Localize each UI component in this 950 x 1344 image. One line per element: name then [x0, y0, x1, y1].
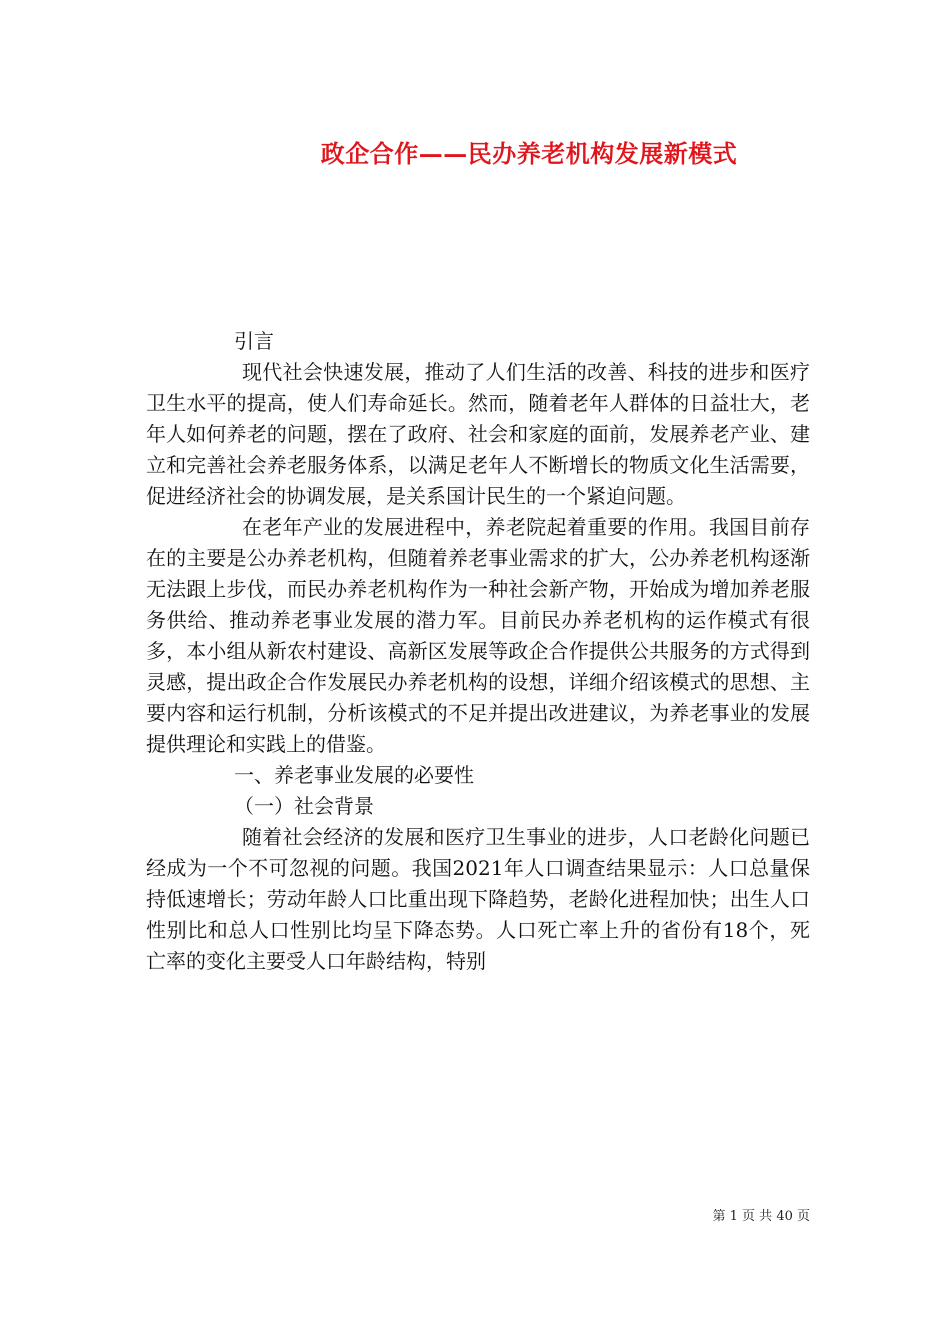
subsection-heading: （一）社会背景 — [234, 794, 374, 818]
paragraph-1: 现代社会快速发展，推动了人们生活的改善、科技的进步和医疗卫生水平的提高，使人们寿命延长。然而，随着老年人群体的日益壮大，老年人如何养老的问题，摆在了政府、社会和家庭的面前，发展养老产业、建立和完善社会养老服务体系，以满足老年人不断增长的物质文化生活需要，促进经济社会的协调发展，是关系国计民生的一个紧迫问题。 — [146, 360, 810, 508]
intro-heading: 引言 — [234, 329, 274, 353]
paragraph-3: 随着社会经济的发展和医疗卫生事业的进步，人口老龄化问题已经成为一个不可忽视的问题。我国2021年人口调查结果显示：人口总量保持低速增长；劳动年龄人口比重出现下降趋势，老龄化进程加快；出生人口性别比和总人口性别比均呈下降态势。人口死亡率上升的省份有18个，死亡率的变化主要受人口年龄结构，特别 — [146, 825, 810, 973]
document-title: 政企合作——民办养老机构发展新模式 — [320, 139, 738, 168]
page-number-footer: 第 1 页 共 40 页 — [712, 1209, 810, 1224]
section-heading: 一、养老事业发展的必要性 — [234, 763, 474, 787]
paragraph-2: 在老年产业的发展进程中，养老院起着重要的作用。我国目前存在的主要是公办养老机构，但随着养老事业需求的扩大，公办养老机构逐渐无法跟上步伐，而民办养老机构作为一种社会新产物，开始成为增加养老服务供给、推动养老事业发展的潜力军。目前民办养老机构的运作模式有很多，本小组从新农村建设、高新区发展等政企合作提供公共服务的方式得到灵感，提出政企合作发展民办养老机构的设想，详细介绍该模式的思想、主要内容和运行机制，分析该模式的不足并提出改进建议，为养老事业的发展提供理论和实践上的借鉴。 — [146, 515, 810, 756]
document-body — [146, 326, 810, 977]
